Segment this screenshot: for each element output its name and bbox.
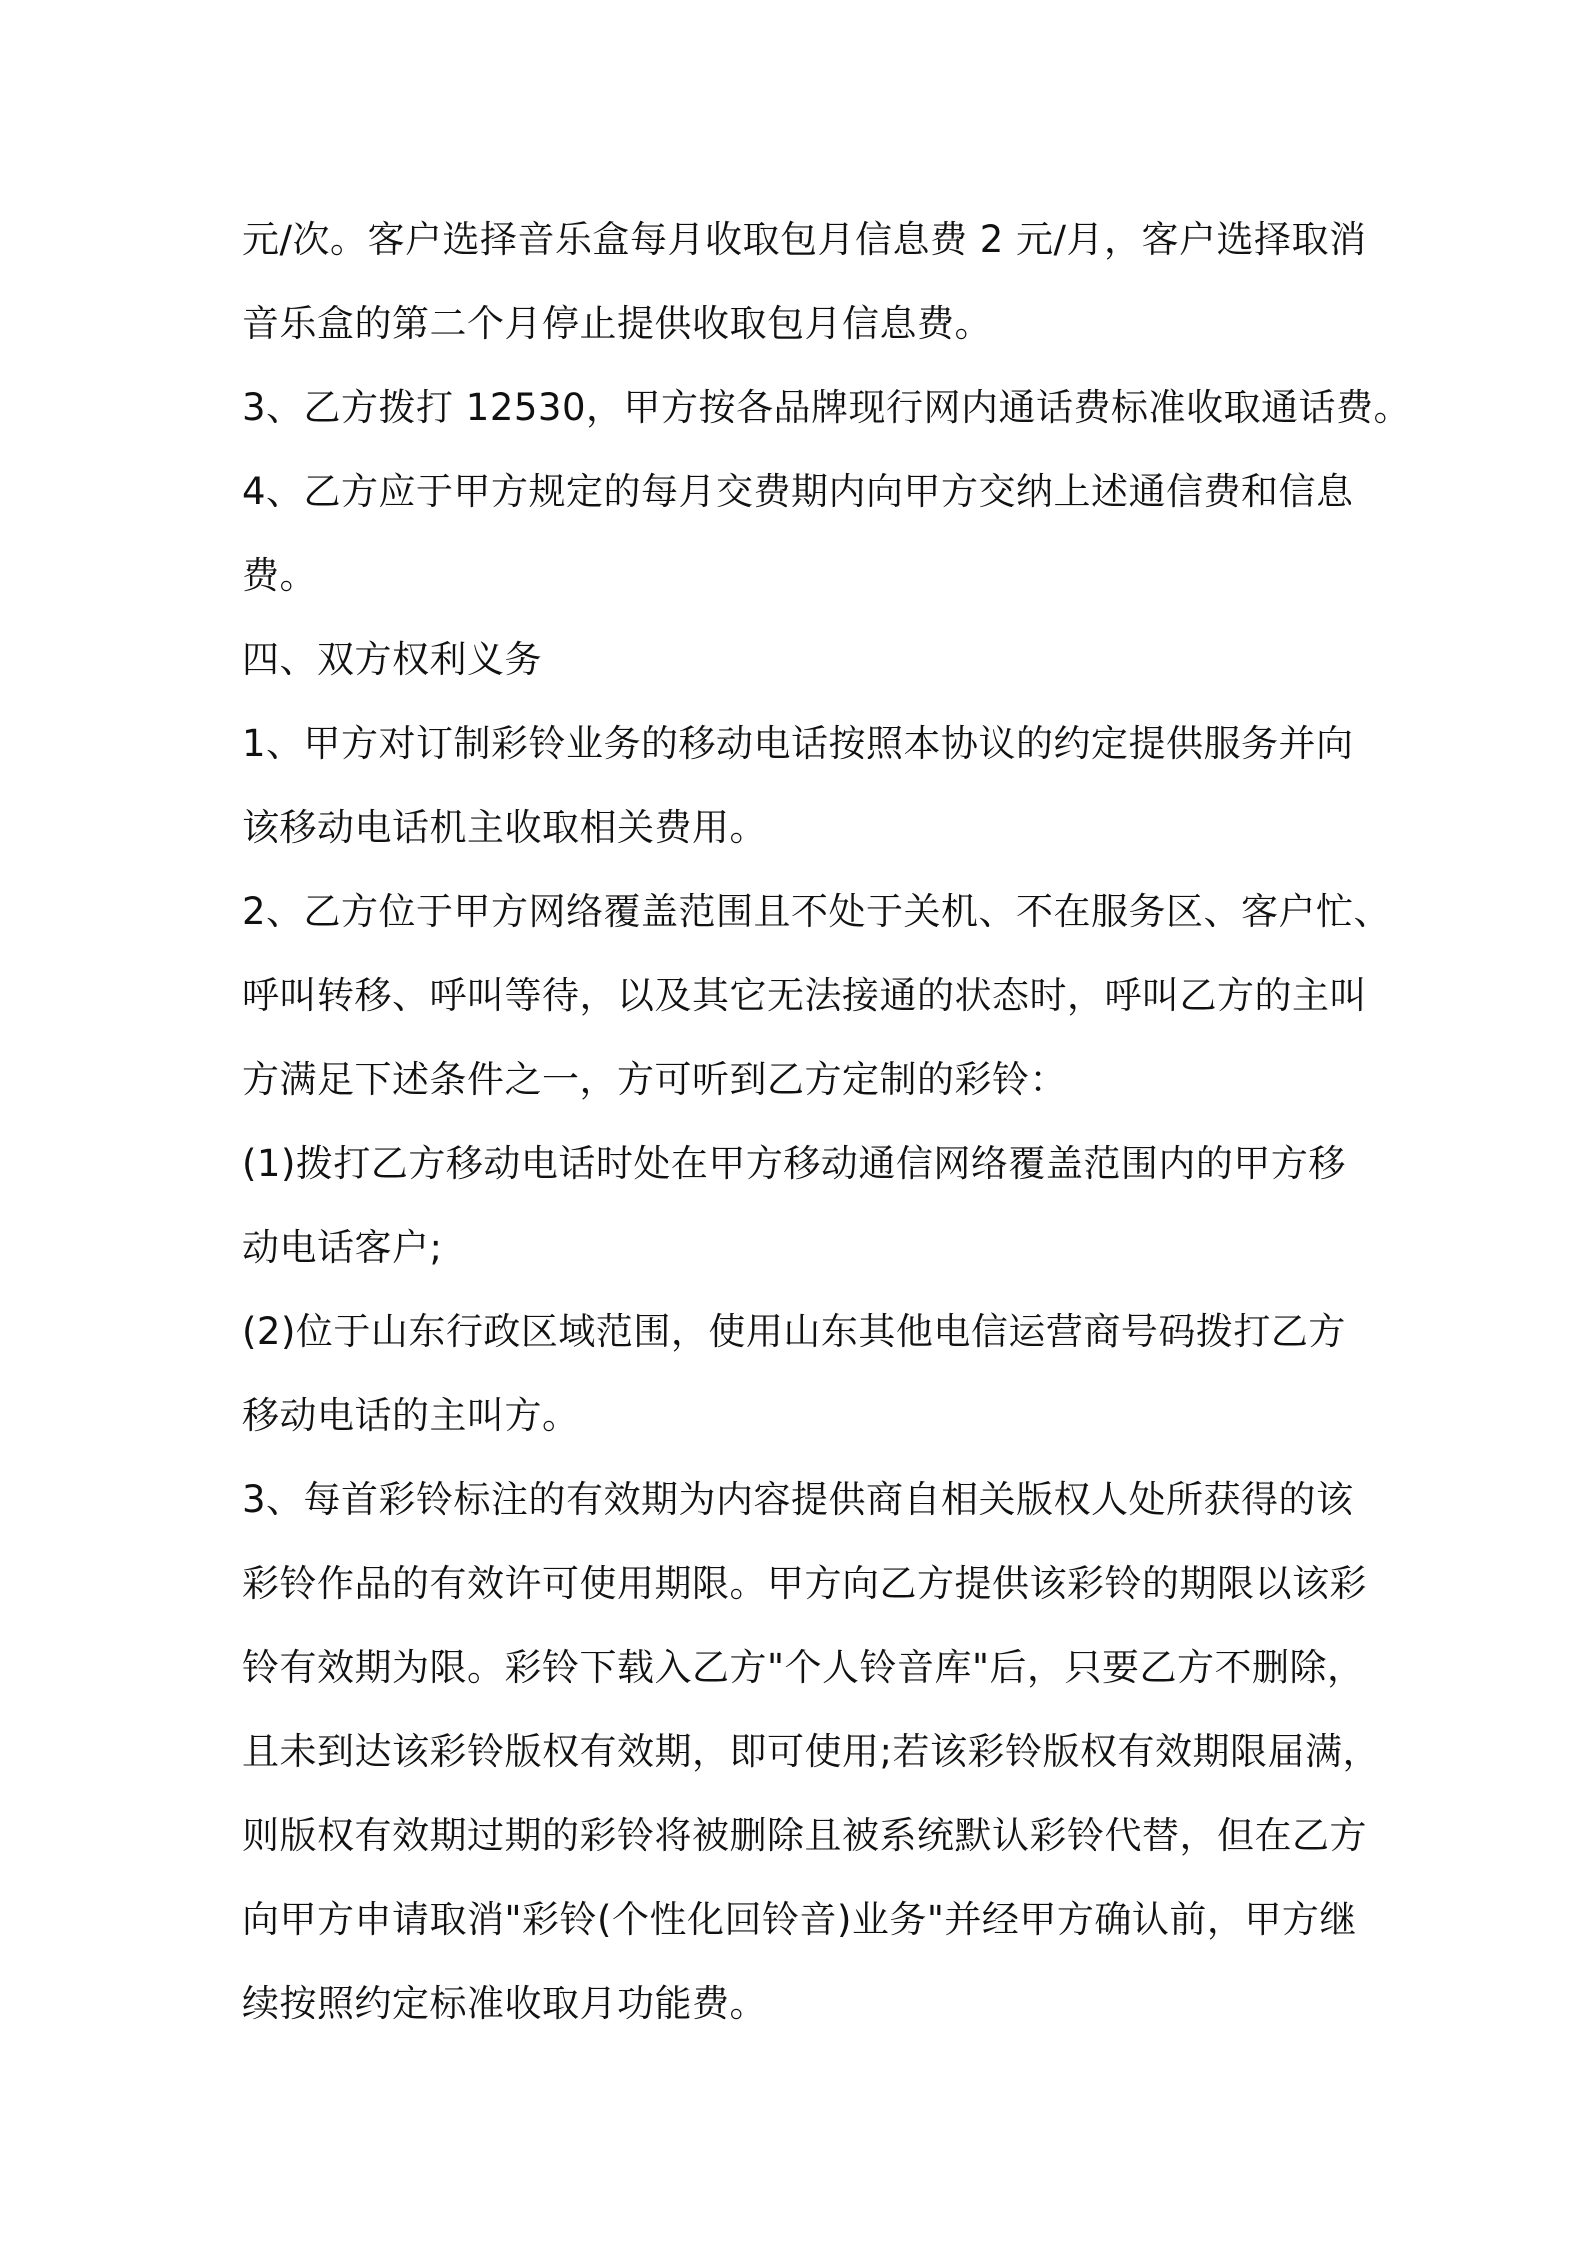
text-line: 音乐盒的第二个月停止提供收取包月信息费。 <box>242 302 992 345</box>
text-line: 且未到达该彩铃版权有效期，即可使用;若该彩铃版权有效期限届满， <box>242 1730 1380 1773</box>
text-line: 4、乙方应于甲方规定的每月交费期内向甲方交纳上述通信费和信息 <box>242 470 1354 513</box>
text-line: 彩铃作品的有效许可使用期限。甲方向乙方提供该彩铃的期限以该彩 <box>242 1562 1367 1605</box>
text-line: 元/次。客户选择音乐盒每月收取包月信息费 2 元/月，客户选择取消 <box>242 218 1367 261</box>
text-line: 1、甲方对订制彩铃业务的移动电话按照本协议的约定提供服务并向 <box>242 722 1354 765</box>
text-line: 呼叫转移、呼叫等待，以及其它无法接通的状态时，呼叫乙方的主叫 <box>242 974 1367 1017</box>
text-line: 3、乙方拨打 12530，甲方按各品牌现行网内通话费标准收取通话费。 <box>242 386 1412 429</box>
text-line: 2、乙方位于甲方网络覆盖范围且不处于关机、不在服务区、客户忙、 <box>242 890 1392 933</box>
text-line: 费。 <box>242 554 317 597</box>
text-line: 移动电话的主叫方。 <box>242 1394 580 1437</box>
text-line: 方满足下述条件之一，方可听到乙方定制的彩铃： <box>242 1058 1067 1101</box>
text-line: 铃有效期为限。彩铃下载入乙方"个人铃音库"后，只要乙方不删除， <box>242 1646 1365 1689</box>
section-heading: 四、双方权利义务 <box>242 638 542 681</box>
text-line: 该移动电话机主收取相关费用。 <box>242 806 767 849</box>
text-line: (2)位于山东行政区域范围，使用山东其他电信运营商号码拨打乙方 <box>242 1310 1346 1353</box>
text-line: 动电话客户; <box>242 1226 443 1269</box>
document-body <box>242 198 1412 2046</box>
text-line: (1)拨打乙方移动电话时处在甲方移动通信网络覆盖范围内的甲方移 <box>242 1142 1346 1185</box>
text-line: 向甲方申请取消"彩铃(个性化回铃音)业务"并经甲方确认前，甲方继 <box>242 1898 1357 1941</box>
text-line: 则版权有效期过期的彩铃将被删除且被系统默认彩铃代替，但在乙方 <box>242 1814 1367 1857</box>
text-line: 续按照约定标准收取月功能费。 <box>242 1982 767 2025</box>
text-line: 3、每首彩铃标注的有效期为内容提供商自相关版权人处所获得的该 <box>242 1478 1354 1521</box>
